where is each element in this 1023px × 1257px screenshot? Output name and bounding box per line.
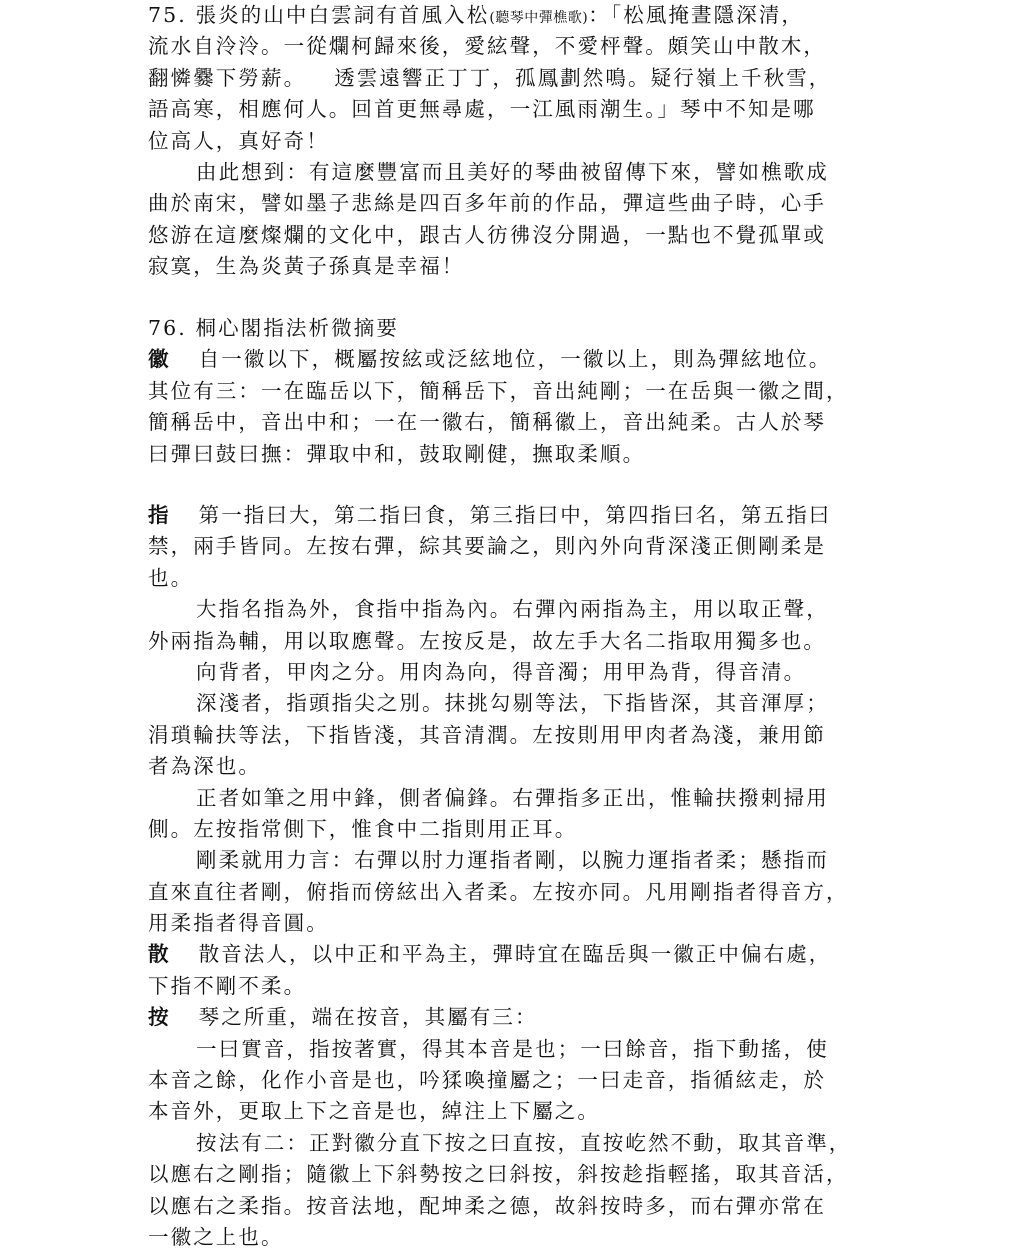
section-75-line-2: 流水自泠泠。一從爛柯歸來後，愛絃聲，不愛枰聲。頗笑山中散木， [148,34,826,59]
hui-term: 徽 [148,347,171,372]
section-75-line-3a: 翻憐爨下勞薪。 [148,65,307,90]
san-line: 下指不剛不柔。 [148,973,307,998]
section-75-quote-start: ：「松風掩晝隱深清， [588,3,805,27]
zhi-line [148,500,878,531]
zhi-p3-line: 涓瑣輪扶等法，下指皆淺，其音清潤。左按則用甲肉者為淺，兼用節 [148,722,826,747]
zhi-p5-line: 直來直往者剛，俯指而傍絃出入者柔。左按亦同。凡用剛指者得音方， [148,879,849,904]
section-75-para2-line: 曲於南宋，譬如墨子悲絲是四百多年前的作品，彈這些曲子時，心手 [148,191,826,216]
section-75-line-1 [148,0,878,31]
san-term: 散 [148,942,171,967]
zhi-line: 禁，兩手皆同。左按右彈，綜其要論之，則內外向背深淺正側剛柔是 [148,534,826,559]
an-p2-line: 以應右之剛指；隨徽上下斜勢按之曰斜按，斜按趁指輕搖，取其音活， [148,1162,849,1187]
an-line [148,1002,878,1033]
section-76-heading: 76. 桐心閣指法析微摘要 [148,316,399,340]
hui-line: 其位有三：一在臨岳以下，簡稱岳下，音出純剛；一在岳與一徽之間， [148,378,849,403]
zhi-p4-line: 正者如筆之用中鋒，側者偏鋒。右彈指多正出，惟輪扶撥剌掃用 [196,785,829,810]
an-text: 琴之所重，端在按音，其屬有三： [198,1005,538,1030]
zhi-p1-line: 大指名指為外，食指中指為內。右彈內兩指為主，用以取正聲， [196,597,829,622]
zhi-p5-line: 用柔指者得音圓。 [148,911,329,936]
section-75-line-3b: 透雲遠響正丁丁，孤鳳劃然鳴。疑行嶺上千秋雪， [334,65,832,90]
zhi-p5-line: 剛柔就用力言：右彈以肘力運指者剛，以腕力運指者柔；懸指而 [196,848,829,873]
zhi-p3-line: 者為深也。 [148,754,261,779]
zhi-text: 第一指曰大，第二指曰食，第三指曰中，第四指曰名，第五指曰 [198,503,832,527]
zhi-term: 指 [148,503,171,527]
zhi-p1-line: 外兩指為輔，用以取應聲。左按反是，故左手大名二指取用獨多也。 [148,628,826,653]
section-75-number: 75. [148,3,187,27]
hui-text: 自一徽以下，概屬按絃或泛絃地位，一徽以上，則為彈絃地位。 [198,347,832,372]
section-75-line-3 [148,63,878,94]
section-75 [148,0,878,283]
an-p2-line: 按法有二：正對徽分直下按之曰直按，直按屹然不動，取其音準， [196,1130,852,1155]
san-text: 散音法人，以中正和平為主，彈時宜在臨岳與一徽正中偏右處， [198,942,832,967]
zhi-p3-line: 深淺者，指頭指尖之別。抹挑勾剔等法，下指皆深，其音渾厚； [196,691,829,716]
section-75-para2-line: 悠游在這麼燦爛的文化中，跟古人彷彿沒分開過，一點也不覺孤單或 [148,222,826,247]
hui-line: 簡稱岳中，音出中和；一在一徽右，簡稱徽上，音出純柔。古人於琴 [148,410,826,435]
section-76 [148,313,878,470]
an-term: 按 [148,1005,171,1030]
section-75-para2-line: 由此想到：有這麼豐富而且美好的琴曲被留傳下來，譬如樵歌成 [196,159,829,184]
hui-line [148,344,878,375]
an-p2-line: 以應右之柔指。按音法地，配坤柔之德，故斜按時多，而右彈亦常在 [148,1193,826,1218]
section-75-subtitle: (聽琴中彈樵歌) [489,10,589,26]
hui-line: 曰彈曰鼓曰撫：彈取中和，鼓取剛健，撫取柔順。 [148,441,646,466]
an-p1-line: 本音外，更取上下之音是也，綽注上下屬之。 [148,1099,600,1124]
section-75-para2-line: 寂寞，生為炎黃子孫真是幸福！ [148,254,465,279]
section-75-line-4: 語高寒，相應何人。回首更無尋處，一江風雨潮生。」琴中不知是哪 [148,97,816,122]
zhi-section [148,500,878,1253]
an-p2-line: 一徽之上也。 [148,1224,284,1249]
section-75-line-5: 位高人，真好奇！ [148,128,329,153]
zhi-p4-line: 側。左按指常側下，惟食中二指則用正耳。 [148,816,578,841]
zhi-p2-line: 向背者，甲肉之分。用肉為向，得音濁；用甲為背，得音清。 [196,659,807,684]
an-p1-line: 一曰實音，指按著實，得其本音是也；一曰餘音，指下動搖，使 [196,1036,829,1061]
san-line [148,939,878,970]
zhi-line: 也。 [148,565,194,590]
an-p1-line: 本音之餘，化作小音是也，吟猱喚撞屬之；一曰走音，指循絃走，於 [148,1068,826,1093]
section-75-title: 張炎的山中白雲詞有首風入松 [195,3,490,27]
